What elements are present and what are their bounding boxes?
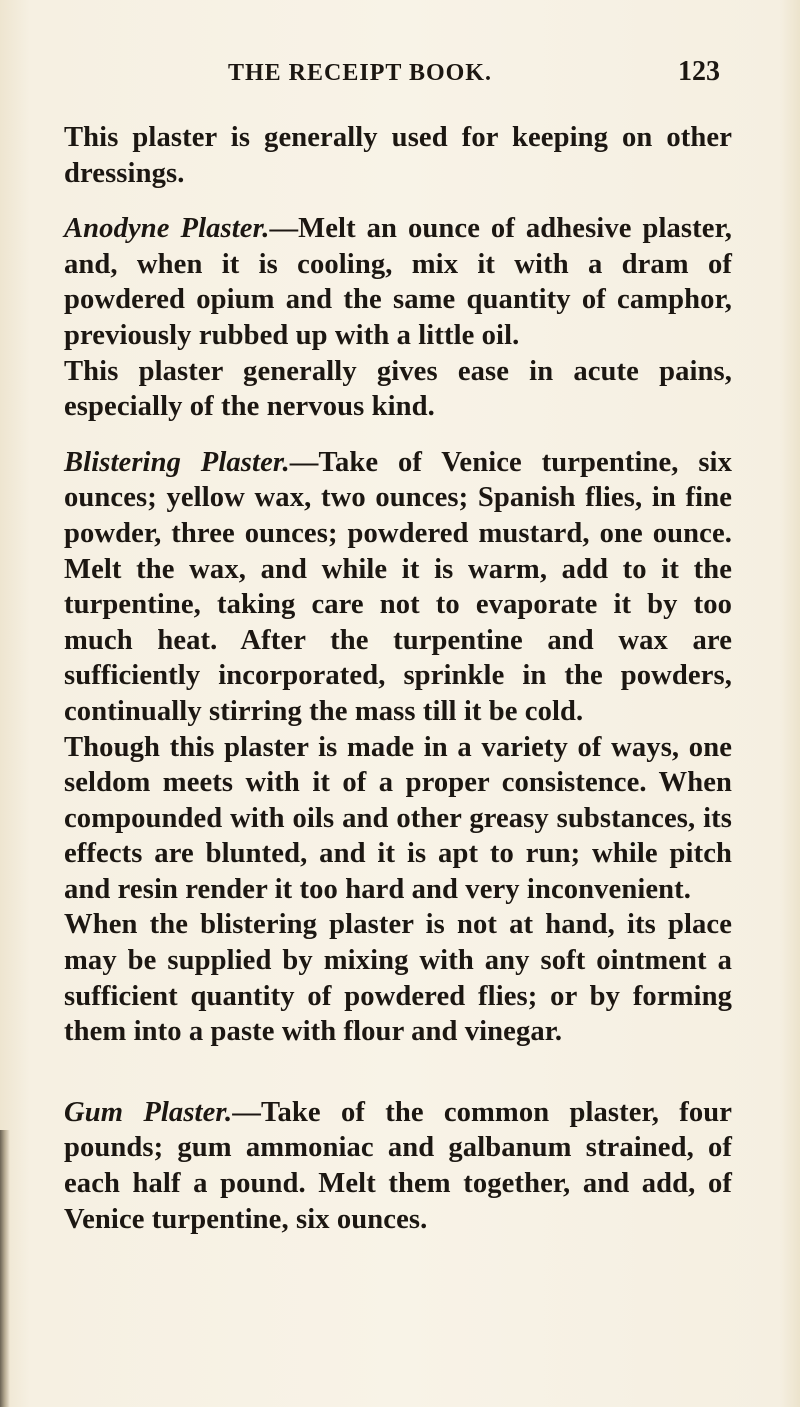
running-head: THE RECEIPT BOOK. — [228, 60, 492, 86]
paragraph-text: —Take of the common plaster, four pounds; gum ammoniac and galbanum strained, of each half a pound. Melt them together, and add, of Venice turpentine, six ounces. — [64, 1096, 733, 1235]
paragraph-text: This plaster is generally used for keeping on other dressings. — [64, 122, 732, 189]
paragraph-text: —Melt an ounce of adhesive plaster, and, when it is cooling, mix it with a dram of powdered opium and the same quantity of camphor, previously rubbed up with a little oil. — [64, 213, 732, 351]
paragraph-blistering-plaster — [64, 445, 732, 730]
recipe-heading: Gum Plaster. — [64, 1096, 233, 1128]
page-body — [64, 120, 732, 1237]
page-number: 123 — [678, 56, 720, 87]
paragraph-text: Though this plaster is made in a variety of ways, one seldom meets with it of a proper consistence. When compounded with oils and other greasy substances, its effects are blunted, and it is apt to run; while pitch and resin render it too hard and very inconvenient. — [64, 731, 732, 905]
paragraph-blistering-substitute — [64, 907, 732, 1049]
paragraph-text: When the blistering plaster is not at hand, its place may be supplied by mixing with any soft ointment a sufficient quantity of powdered flies; or by forming them into a paste with flour and vinegar. — [64, 909, 732, 1048]
paragraph-text: —Take of Venice turpentine, six ounces; yellow wax, two ounces; Spanish flies, in fine powder, three ounces; powdered mustard, one ounce. Melt the wax, and while it is warm, add to it the turpentine, taking care not to evaporate it by too much heat. After the turpentine and wax are sufficiently incorporated, sprinkle in the powders, continually stirring the mass till it be cold. — [64, 446, 733, 727]
recipe-heading: Anodyne Plaster. — [64, 213, 270, 245]
paragraph-blistering-consistence — [64, 730, 732, 908]
paragraph-gum-plaster — [64, 1095, 732, 1237]
paragraph-plaster-usage — [64, 120, 732, 191]
paragraph-anodyne-plaster — [64, 211, 732, 353]
recipe-heading: Blistering Plaster. — [64, 446, 290, 478]
binding-shadow — [0, 1130, 10, 1407]
paragraph-anodyne-note — [64, 354, 732, 425]
paragraph-text: This plaster generally gives ease in acute pains, especially of the nervous kind. — [64, 355, 732, 423]
